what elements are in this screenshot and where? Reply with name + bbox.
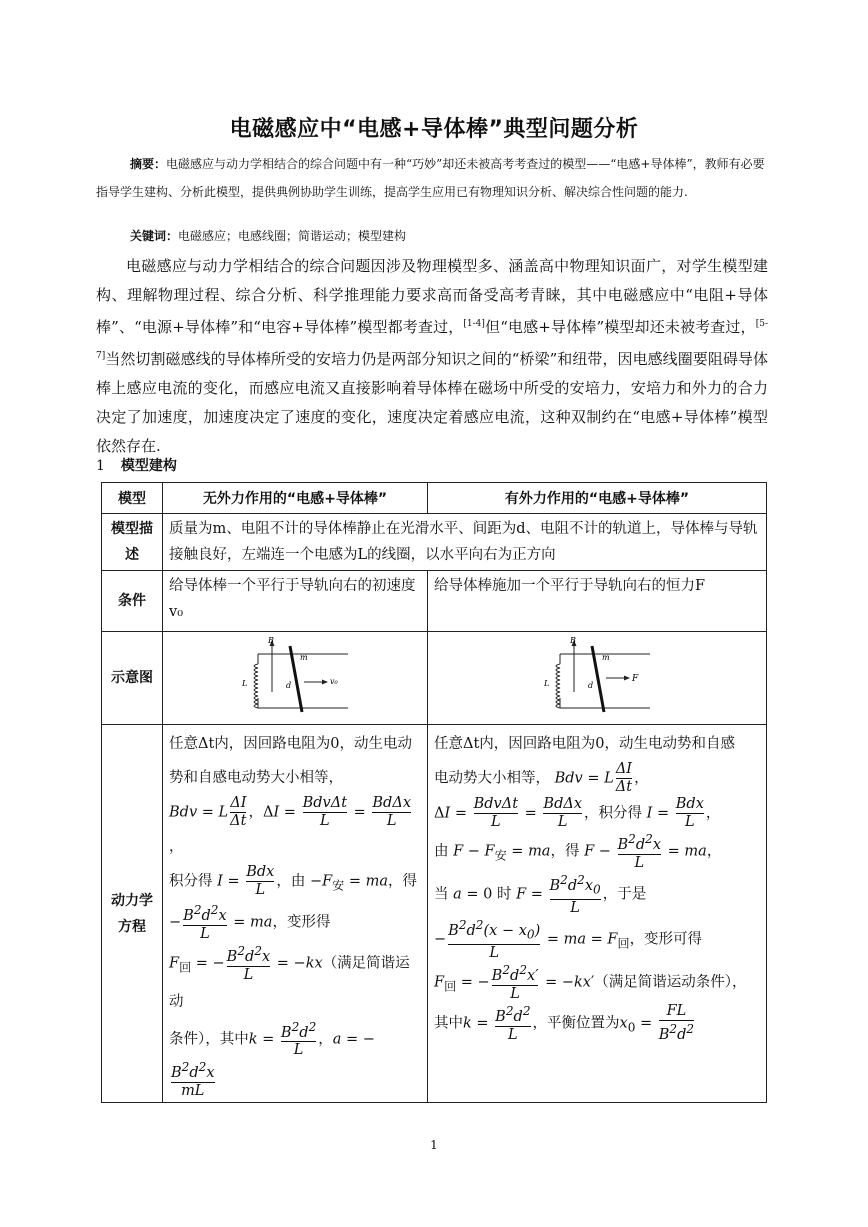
dynamics-no-force <box>163 725 428 1103</box>
abstract-label: 摘要： <box>130 157 167 171</box>
page-number: 1 <box>430 1138 438 1152</box>
dyn2-eq1: 电动势大小相等， Bdv = L $\frac{\Delta I}{\Delta t}$ ， <box>434 761 649 795</box>
condition-no-force: 给导体棒一个平行于导轨向右的初速度v₀ <box>163 571 428 632</box>
label-L: L <box>544 679 550 688</box>
header-model: 模型 <box>102 483 163 514</box>
circuit-diagram-with-force <box>532 634 662 718</box>
table-row <box>102 725 767 1103</box>
intro-part3: 当然切割磁感线的导体棒所受的安培力仍是两部分知识之间的“桥梁”和纽带，因电感线圈要阻碍导体棒上感应电流的变化，而感应电流又直接影响着导体棒在磁场中所受的安培力，安培力和外力的合力决定了加速度，加速度决定了速度的变化，速度决定着感应电流，这种双制约在“电感+导体棒”模型依然存在. <box>96 350 768 455</box>
keywords-label: 关键词： <box>130 229 179 243</box>
intro-paragraph <box>96 252 768 461</box>
dyn1-eq5: 条件），其中k = $\frac{B^2d^2}{L}$ ，a = − $\frac{B^2d^2x}{mL}$ <box>169 1019 375 1100</box>
row-head-cond: 条件 <box>102 571 163 632</box>
section-heading <box>96 455 177 475</box>
dyn1-eq3: − $\frac{B^2d^2x}{L}$ = ma，变形得 <box>169 903 331 943</box>
diagram-with-force <box>428 632 767 725</box>
row-head-diagram: 示意图 <box>102 632 163 725</box>
dyn2-eq2: ΔI = $\frac{\text{BdvΔt}}{L}$ = $\frac{\text{BdΔx}}{L}$ ，积分得 I = $\frac{\text{Bdx}}{L}$ ， <box>434 796 721 830</box>
label-v0: v₀ <box>330 677 338 686</box>
label-B: B <box>570 636 576 645</box>
dyn2-eq3: 由 $F - F_安$ = ma，得 F − $\frac{B^2d^2x}{L}$ = ma， <box>434 832 722 871</box>
header-with-force: 有外力作用的“电感+导体棒” <box>428 483 767 514</box>
circuit-diagram-no-force <box>230 634 360 718</box>
table-row <box>102 514 767 571</box>
header-no-force: 无外力作用的“电感+导体棒” <box>163 483 428 514</box>
dynamics-with-force <box>428 725 767 1103</box>
diagram-no-force <box>163 632 428 725</box>
row-head-dynamics: 动力学方程 <box>102 725 163 1103</box>
label-B: B <box>268 636 274 645</box>
label-L: L <box>242 679 248 688</box>
section-number: 1 <box>96 458 105 474</box>
keywords <box>130 227 406 244</box>
table-row <box>102 571 767 632</box>
dyn2-eq7: 其中k = $\frac{B^2d^2}{L}$ ，平衡位置为$x_0$ = $\frac{FL}{B^2d^2}$ <box>434 1003 695 1043</box>
table-row <box>102 632 767 725</box>
condition-with-force: 给导体棒施加一个平行于导轨向右的恒力F <box>428 571 767 632</box>
citation-ref: [1-4] <box>463 319 485 329</box>
label-d: d <box>588 681 594 690</box>
dyn1-eq4: $F_回$ = − $\frac{B^2d^2x}{L}$ = −kx（满足简谐运动 <box>169 944 410 1010</box>
abstract-text: 电磁感应与动力学相结合的综合问题中有一种“巧妙”却还未被高考考查过的模型——“电感+导体棒”，教师有必要指导学生建构、分析此模型，提供典例协助学生训练，提高学生应用已有物理知识分析、解决综合性问题的能力. <box>96 157 765 199</box>
dyn1-eq2: 积分得 I = $\frac{\text{Bdx}}{L}$ ，由 $-F_安$ = ma，得 <box>169 864 418 898</box>
dyn1-eq1: Bdv = L $\frac{\Delta I}{\Delta t}$ ，ΔI = $\frac{\text{BdvΔt}}{L}$ = $\frac{\text{BdΔx}}{L}$ ， <box>169 795 411 855</box>
label-m: m <box>602 653 610 662</box>
citation-ref: [5-7] <box>96 319 768 361</box>
dyn2-eq5: − $\frac{B^2d^2(x - x_0)}{L}$ = ma = $F_回$，变形可得 <box>434 918 703 961</box>
table-header-row <box>102 483 767 514</box>
keywords-text: 电磁感应；电感线圈；简谐运动；模型建构 <box>178 229 407 243</box>
label-F: F <box>632 674 639 684</box>
intro-part1: 电磁感应与动力学相结合的综合问题因涉及物理模型多、涵盖高中物理知识面广，对学生模型建构、理解物理过程、综合分析、科学推理能力要求高而备受高考青睐，其中电磁感应中“电阻+导体棒”、“电源+导体棒”和“电容+导体棒”模型都考查过， <box>96 257 768 336</box>
model-table <box>101 482 767 1103</box>
label-m: m <box>300 653 308 662</box>
model-description: 质量为m、电阻不计的导体棒静止在光滑水平、间距为d、电阻不计的轨道上，导体棒与导轨接触良好，左端连一个电感为L的线圈，以水平向右为正方向 <box>163 514 767 571</box>
intro-part2: 但“电感+导体棒”模型却还未被考查过， <box>484 318 756 336</box>
paper-title: 电磁感应中“电感+导体棒”典型问题分析 <box>229 117 639 142</box>
section-title: 模型建构 <box>120 458 177 474</box>
dyn2-eq4: 当 a = 0 时 F = $\frac{B^2d^2x_0}{L}$ ，于是 <box>434 873 647 917</box>
dyn2-line1: 任意Δt内，因回路电阻为0，动生电动势和自感 <box>434 736 736 752</box>
dyn2-eq6: $F_回$ = − $\frac{B^2d^2x'}{L}$ = −kx′（满足简谐运动条件）， <box>434 962 747 1002</box>
row-head-desc: 模型描述 <box>102 514 163 571</box>
dyn1-line1: 任意Δt内，因回路电阻为0，动生电动势和自感电动势大小相等， <box>169 736 413 786</box>
abstract <box>96 150 766 206</box>
label-d: d <box>286 681 292 690</box>
